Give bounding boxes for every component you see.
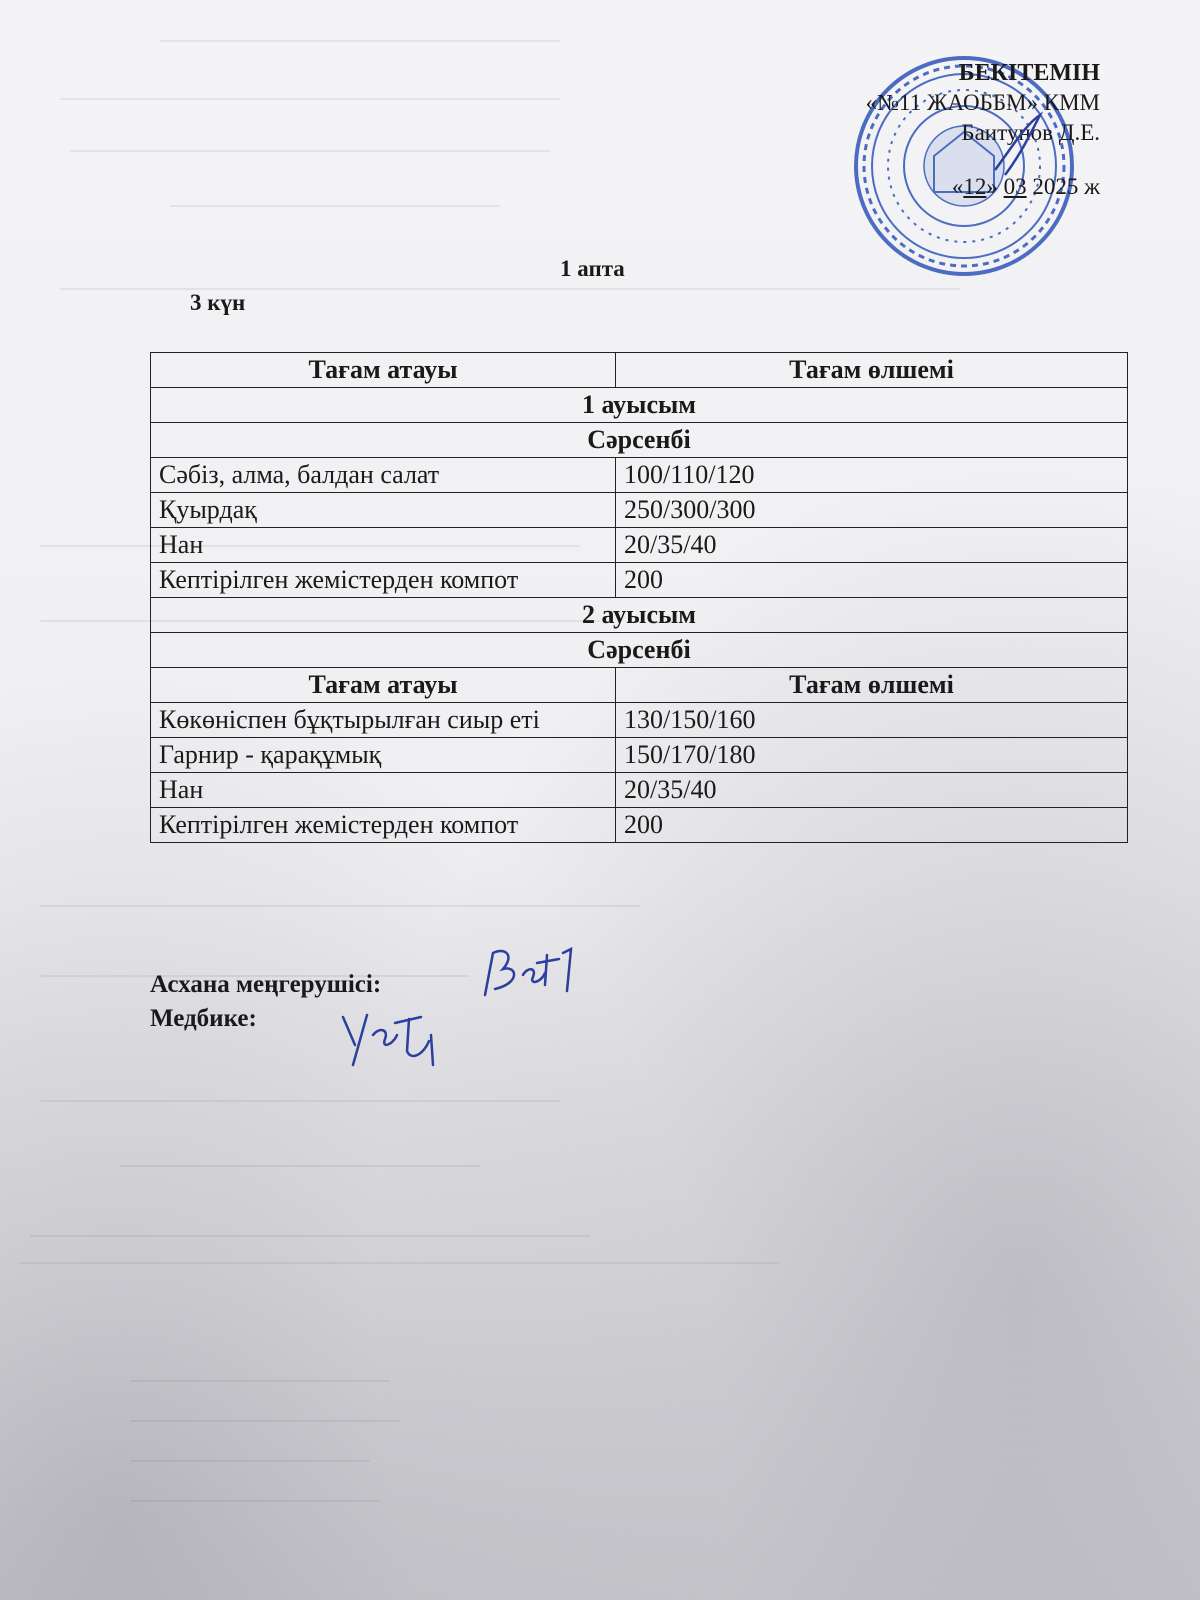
- table-row: Кептірілген жемістерден компот 200: [151, 808, 1128, 843]
- approval-day: 12: [963, 174, 987, 199]
- nurse-label: Медбике:: [150, 1005, 257, 1032]
- table-row: Гарнир - қарақұмық 150/170/180: [151, 738, 1128, 773]
- header-dish-name: Тағам атауы: [151, 353, 616, 388]
- head-cook-signature-icon: [475, 945, 585, 1005]
- shift2-label: 2 ауысым: [151, 598, 1128, 633]
- shift2-weekday-row: [151, 633, 1128, 668]
- shift1-label-row: [151, 388, 1128, 423]
- approver-signature-icon: [985, 110, 1055, 180]
- head-cook-label: Асхана меңгерушісі:: [150, 971, 382, 998]
- table-row: Кептірілген жемістерден компот 200: [151, 563, 1128, 598]
- shift1-weekday-row: [151, 423, 1128, 458]
- shift2-header-portion: Тағам өлшемі: [616, 668, 1128, 703]
- approval-year: 2025 ж: [1032, 174, 1100, 199]
- approval-month: 03: [1003, 174, 1027, 199]
- header-portion: Тағам өлшемі: [616, 353, 1128, 388]
- approval-person: Баитунов Д.Е.: [961, 120, 1100, 145]
- week-label: 1 апта: [560, 256, 625, 281]
- table-row: Қуырдақ 250/300/300: [151, 493, 1128, 528]
- menu-table: [150, 352, 1128, 843]
- day-label: 3 күн: [190, 290, 246, 315]
- approval-title: БЕКІТЕМІН: [958, 60, 1100, 86]
- nurse-signature-icon: [335, 1005, 445, 1075]
- shift2-label-row: [151, 598, 1128, 633]
- shift1-label: 1 ауысым: [151, 388, 1128, 423]
- approval-org: «№11 ЖАОББМ» КММ: [865, 90, 1100, 115]
- shift2-header-row: [151, 668, 1128, 703]
- shift2-header-dish-name: Тағам атауы: [151, 668, 616, 703]
- table-row: Көкөніспен бұқтырылған сиыр еті 130/150/160: [151, 703, 1128, 738]
- table-row: Сәбіз, алма, балдан салат 100/110/120: [151, 458, 1128, 493]
- approval-date: «12» 03 2025 ж: [951, 174, 1100, 199]
- table-row: Нан 20/35/40: [151, 528, 1128, 563]
- table-row: Нан 20/35/40: [151, 773, 1128, 808]
- shift1-weekday: Сәрсенбі: [151, 423, 1128, 458]
- table-header-row: [151, 353, 1128, 388]
- shift2-weekday: Сәрсенбі: [151, 633, 1128, 668]
